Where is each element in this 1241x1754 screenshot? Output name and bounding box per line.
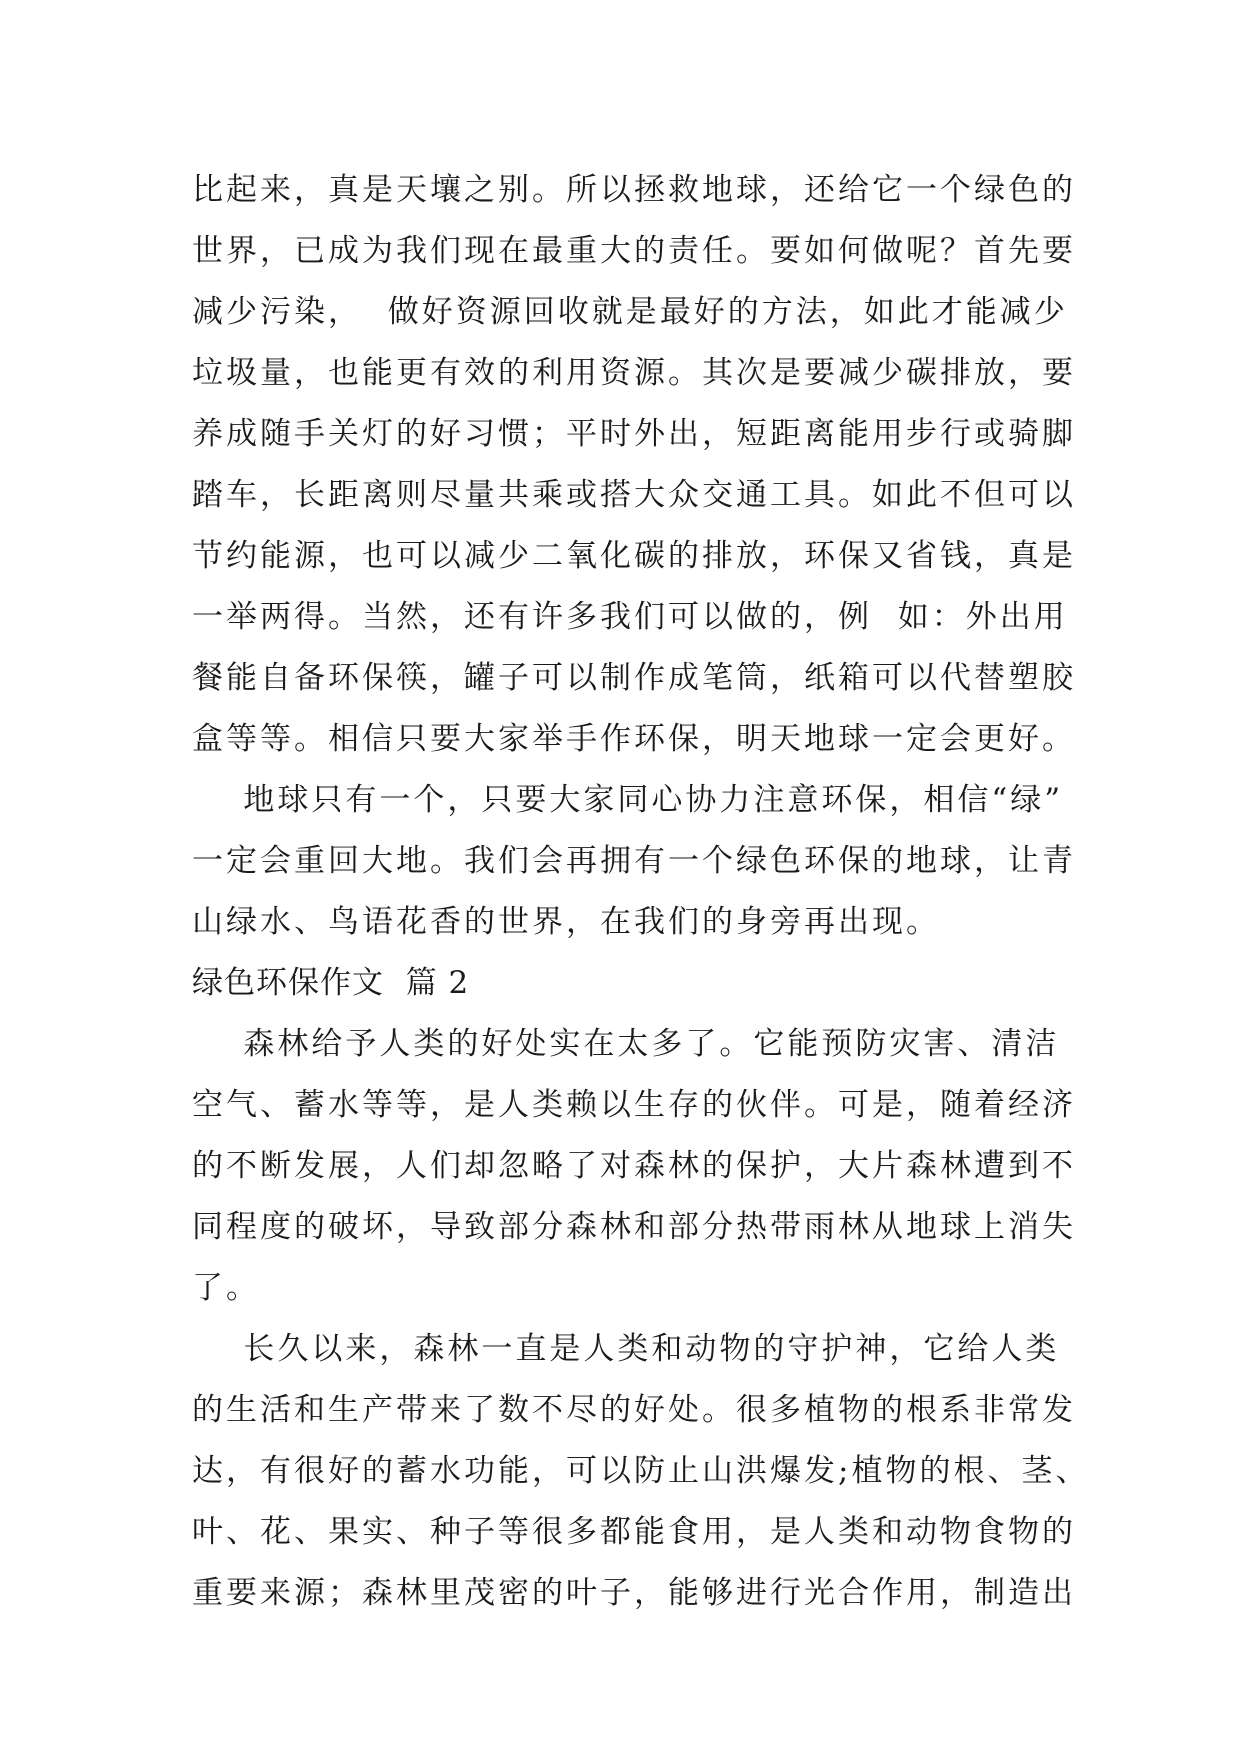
- body-text: [192, 160, 1090, 1624]
- text-line: 世界，已成为我们现在最重大的责任。要如何做呢？首先要: [192, 233, 1076, 269]
- text-line: 森林给予人类的好处实在太多了。它能预防灾害、清洁: [192, 1026, 1060, 1062]
- text-line: 减少污染， 做好资源回收就是最好的方法，如此才能减少: [192, 294, 1068, 330]
- text-line: 盒等等。相信只要大家举手作环保，明天地球一定会更好。: [192, 721, 1076, 757]
- text-line: 节约能源，也可以减少二氧化碳的排放，环保又省钱，真是: [192, 538, 1076, 574]
- text-line: 踏车，长距离则尽量共乘或搭大众交通工具。如此不但可以: [192, 477, 1076, 513]
- text-line: 比起来，真是天壤之别。所以拯救地球，还给它一个绿色的: [192, 172, 1076, 208]
- text-line: 达，有很好的蓄水功能，可以防止山洪爆发;植物的根、茎、: [192, 1453, 1090, 1489]
- text-line: 了。: [192, 1270, 260, 1306]
- text-line: 空气、蓄水等等，是人类赖以生存的伙伴。可是，随着经济: [192, 1087, 1076, 1123]
- text-line: 一举两得。当然，还有许多我们可以做的，例 如：外出用: [192, 599, 1068, 635]
- text-line: 重要来源；森林里茂密的叶子，能够进行光合作用，制造出: [192, 1575, 1076, 1611]
- text-line: 的生活和生产带来了数不尽的好处。很多植物的根系非常发: [192, 1392, 1076, 1428]
- text-line: 垃圾量，也能更有效的利用资源。其次是要减少碳排放，要: [192, 355, 1076, 391]
- text-line: 地球只有一个，只要大家同心协力注意环保，相信“绿”: [192, 782, 1064, 818]
- section-heading: 绿色环保作文 篇 2: [192, 965, 470, 1001]
- text-line: 同程度的破坏，导致部分森林和部分热带雨林从地球上消失: [192, 1209, 1076, 1245]
- text-line: 餐能自备环保筷，罐子可以制作成笔筒，纸箱可以代替塑胶: [192, 660, 1076, 696]
- text-line: 一定会重回大地。我们会再拥有一个绿色环保的地球，让青: [192, 843, 1076, 879]
- text-line: 养成随手关灯的好习惯；平时外出，短距离能用步行或骑脚: [192, 416, 1076, 452]
- text-line: 山绿水、鸟语花香的世界，在我们的身旁再出现。: [192, 904, 940, 940]
- text-line: 叶、花、果实、种子等很多都能食用，是人类和动物食物的: [192, 1514, 1076, 1550]
- text-line: 的不断发展，人们却忽略了对森林的保护，大片森林遭到不: [192, 1148, 1076, 1184]
- text-line: 长久以来，森林一直是人类和动物的守护神，它给人类: [192, 1331, 1060, 1367]
